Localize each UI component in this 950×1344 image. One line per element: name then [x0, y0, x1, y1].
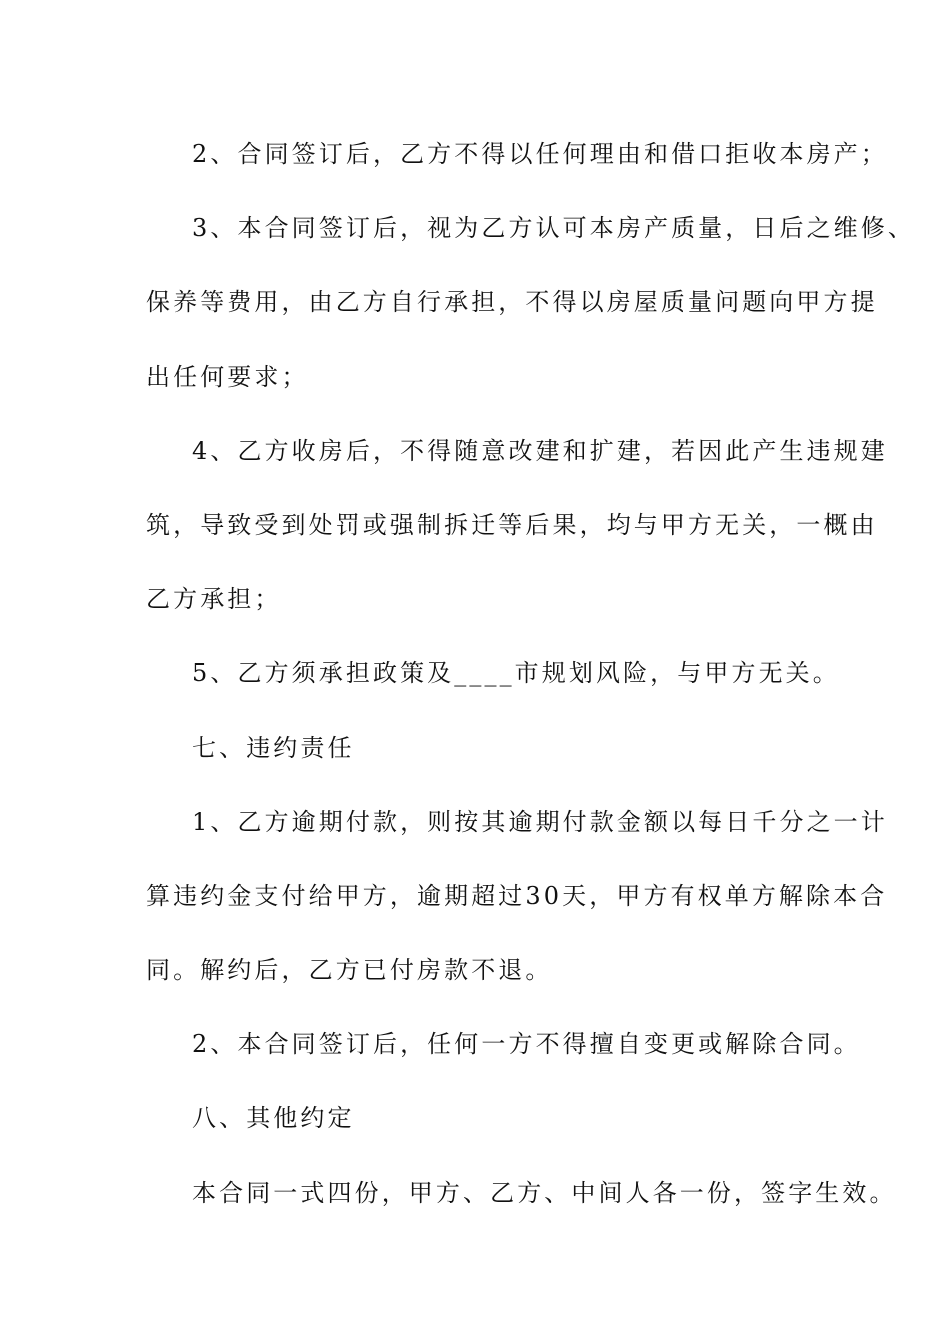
- clause-6-3-line-2: 保养等费用，由乙方自行承担，不得以房屋质量问题向甲方提: [146, 288, 878, 317]
- document-page: [146, 125, 915, 1238]
- clause-7-1-line-1: 1、乙方逾期付款，则按其逾期付款金额以每日千分之一计: [192, 807, 888, 836]
- clause-7-1-line-3: 同。解约后，乙方已付房款不退。: [146, 956, 553, 985]
- clause-6-2: 2、合同签订后，乙方不得以任何理由和借口拒收本房产；: [192, 140, 888, 168]
- clause-6-3-line-1: 3、本合同签订后，视为乙方认可本房产质量，日后之维修、: [192, 214, 915, 243]
- clause-7-1-line-2: 算违约金支付给甲方，逾期超过30天，甲方有权单方解除本合: [146, 881, 888, 910]
- clause-6-4-line-2: 筑，导致受到处罚或强制拆迁等后果，均与甲方无关，一概由: [146, 510, 878, 539]
- section-8-heading: 八、其他约定: [192, 1104, 355, 1133]
- clause-8-text: 本合同一式四份，甲方、乙方、中间人各一份，签字生效。: [192, 1178, 897, 1207]
- clause-6-3-line-3: 出任何要求；: [146, 362, 309, 391]
- clause-6-4-line-1: 4、乙方收房后，不得随意改建和扩建，若因此产生违规建: [192, 436, 888, 465]
- clause-7-2: 2、本合同签订后，任何一方不得擅自变更或解除合同。: [192, 1030, 861, 1059]
- clause-6-5: 5、乙方须承担政策及____市规划风险，与甲方无关。: [192, 659, 840, 688]
- clause-6-4-line-3: 乙方承担；: [146, 585, 282, 614]
- section-7-heading: 七、违约责任: [192, 733, 355, 762]
